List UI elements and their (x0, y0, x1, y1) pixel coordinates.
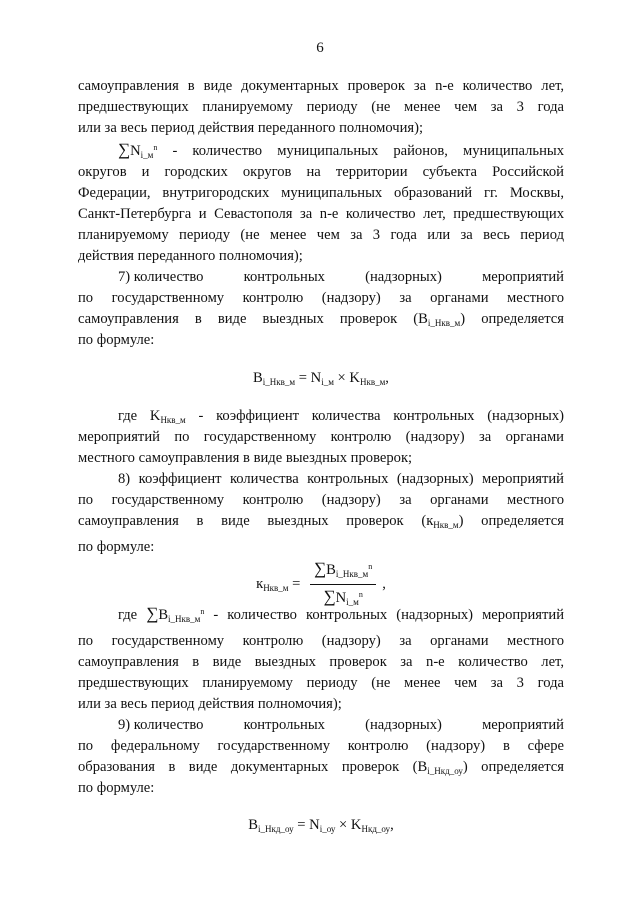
formula-3: $B_{i\_Нкд\_оу} = N_{i\_оу} \times K_{Нкд\_оу}$, (248, 817, 394, 834)
paragraph-line: самоуправления в виде выездных проверок за n-е количество лет, (78, 654, 564, 670)
paragraph-line: Санкт-Петербурга и Севастополя за n-е количество лет, предшествующих (78, 206, 564, 222)
paragraph-line: по государственному контролю (надзору) за органами местного (78, 492, 564, 508)
page-number: 6 (316, 40, 324, 56)
paragraph-line: планируемому периоду (не менее чем за 3 года или за весь период (78, 227, 564, 243)
formula-1: $B_{i\_Нкв\_м} = N_{i\_м} \times K_{Нкв\_м}$, (253, 370, 389, 387)
paragraph-line: $\sum N_{i\_м}^n$ - количество муниципальных районов, муниципальных (118, 140, 564, 160)
paragraph-line: 7) количество контрольных (надзорных) мероприятий (118, 269, 564, 285)
sum-icon: ∑ (118, 140, 131, 159)
fraction-denominator: $\sum N_{i\_м}^n$ (323, 587, 363, 607)
paragraph-line: по государственному контролю (надзору) за органами местного (78, 633, 564, 649)
paragraph-line: округов и городских округов на территории субъекта Российской (78, 164, 564, 180)
sum-icon: ∑ (314, 559, 327, 578)
paragraph-line: местного самоуправления в виде выездных проверок; (78, 450, 413, 466)
paragraph-line: по федеральному государственному контролю (надзору) в сфере (78, 738, 564, 754)
paragraph-line: действия переданного полномочия); (78, 248, 303, 264)
fraction-numerator: $\sum B_{i\_Нкв\_м}^n$ (310, 560, 376, 585)
sum-icon: ∑ (323, 587, 336, 606)
paragraph-line: самоуправления в виде документарных проверок за n-е количество лет, (78, 78, 564, 94)
paragraph-line: или за весь период действия полномочия); (78, 696, 342, 712)
paragraph-line: самоуправления в виде выездных проверок $(к_{Нкв\_м})$ определяется (78, 513, 564, 530)
paragraph-line: предшествующих планируемому периоду (не менее чем за 3 года (78, 675, 564, 691)
paragraph-line: Федерации, внутригородских муниципальных образований гг. Москвы, (78, 185, 564, 201)
paragraph-line: или за весь период действия переданного полномочия); (78, 120, 424, 136)
paragraph-line: по формуле: (78, 539, 155, 555)
paragraph-line: 9) количество контрольных (надзорных) мероприятий (118, 717, 564, 733)
paragraph-line: мероприятий по государственному контролю (надзору) за органами (78, 429, 564, 445)
paragraph-line: по формуле: (78, 780, 155, 796)
paragraph-line: где $\sum B_{i\_Нкв\_м}^n$ - количество контрольных (надзорных) мероприятий (118, 604, 564, 624)
paragraph-line: где $K_{Нкв\_м}$ - коэффициент количества контрольных (надзорных) (118, 408, 564, 425)
paragraph-line: по государственному контролю (надзору) за органами местного (78, 290, 564, 306)
paragraph-line: образования в виде документарных проверок $(B_{i\_Нкд\_оу})$ определяется (78, 759, 564, 776)
paragraph-line: по формуле: (78, 332, 155, 348)
paragraph-line: предшествующих планируемому периоду (не менее чем за 3 года (78, 99, 564, 115)
formula-2: $к_{Нкв\_м}$ = $\frac{\sum B_{i\_Нкв\_м}^n}{\sum N_{i\_м}^n}$ , (256, 559, 386, 607)
paragraph-line: самоуправления в виде выездных проверок $(B_{i\_Нкв\_м})$ определяется (78, 311, 564, 328)
fraction (310, 560, 376, 609)
paragraph-line: 8) коэффициент количества контрольных (надзорных) мероприятий (118, 471, 564, 487)
sum-icon: ∑ (146, 604, 159, 623)
